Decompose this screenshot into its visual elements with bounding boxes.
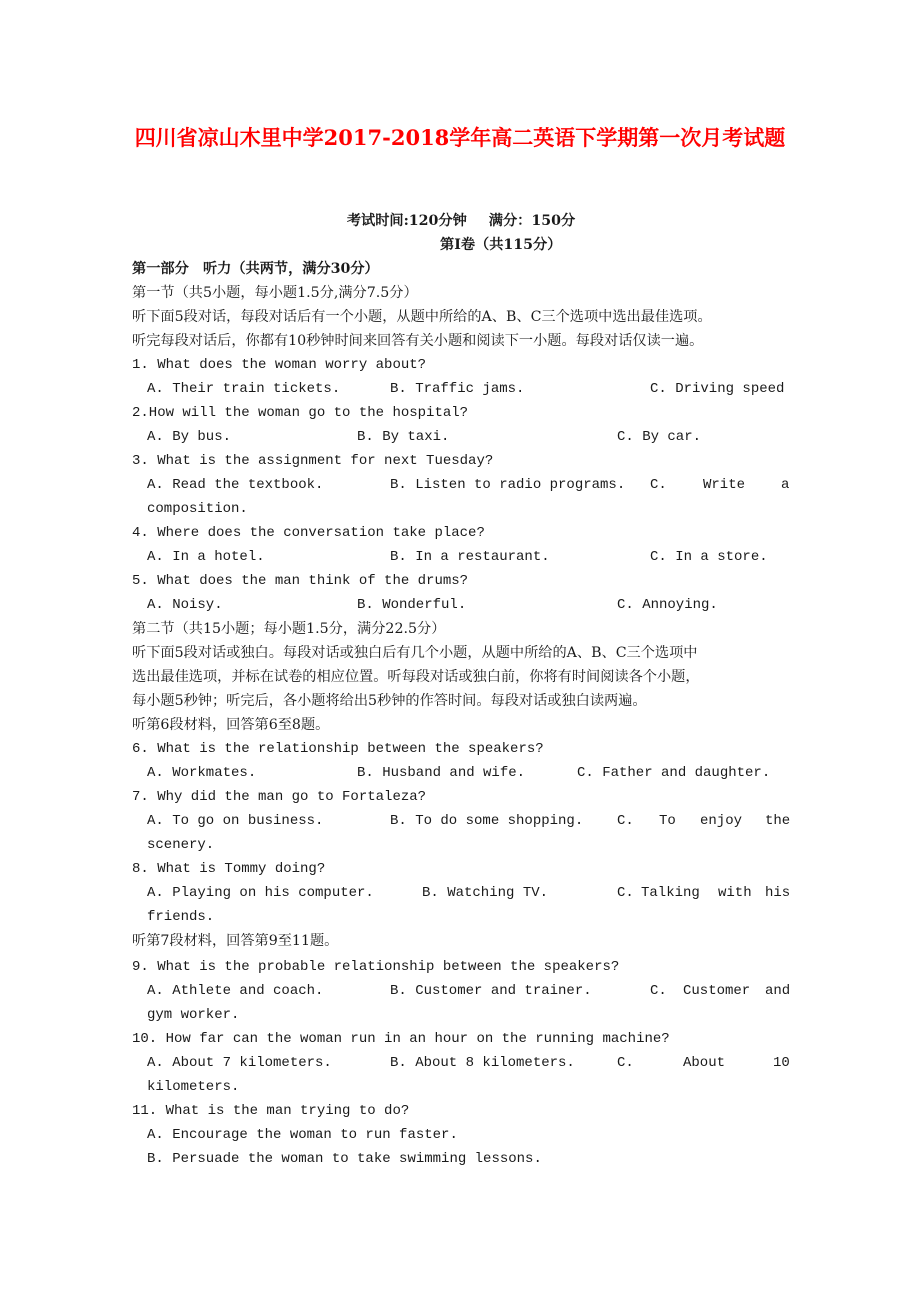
option-c-word: To	[659, 813, 676, 829]
document-title: 四川省凉山木里中学2017-2018学年高二英语下学期第一次月考试题	[134, 125, 786, 150]
option-c-label: C.	[650, 983, 667, 999]
option-c: C. By car.	[617, 429, 702, 445]
question-7-option-c-wrap: scenery.	[147, 837, 215, 853]
option-c-word: enjoy	[700, 813, 743, 829]
material-7-heading: 听第7段材料，回答第9至11题。	[132, 933, 339, 949]
option-b: B. Customer and trainer.	[390, 983, 592, 999]
exam-time: 考试时间:120分钟	[346, 213, 467, 229]
option-a: A. About 7 kilometers.	[147, 1055, 332, 1071]
question-10-options	[132, 1051, 790, 1075]
question-3-option-c-wrap: composition.	[147, 501, 248, 517]
exam-info	[132, 209, 790, 233]
question-8-options	[132, 881, 790, 905]
option-c-word: 10	[773, 1055, 790, 1071]
material-6-heading: 听第6段材料，回答第6至8题。	[132, 717, 330, 733]
option-c-word: Write	[703, 477, 746, 493]
option-c-label: C.	[617, 885, 634, 901]
option-c-word: his	[765, 885, 791, 901]
option-b: B. Watching TV.	[422, 885, 549, 901]
option-b: B. Wonderful.	[357, 597, 467, 613]
option-b: B. By taxi.	[357, 429, 450, 445]
option-c: C. Annoying.	[617, 597, 718, 613]
question-4: 4. Where does the conversation take place?	[132, 525, 485, 541]
option-b: B. Traffic jams.	[390, 381, 525, 397]
question-3: 3. What is the assignment for next Tuesday?	[132, 453, 494, 469]
option-a: A. Read the textbook.	[147, 477, 324, 493]
question-5: 5. What does the man think of the drums?	[132, 573, 469, 589]
exam-full-score: 满分：150分	[488, 213, 576, 229]
question-6: 6. What is the relationship between the speakers?	[132, 741, 544, 757]
option-c: C. In a store.	[650, 549, 768, 565]
option-c: C. Father and daughter.	[577, 765, 771, 781]
option-a: A. In a hotel.	[147, 549, 265, 565]
option-b: B. Husband and wife.	[357, 765, 526, 781]
part1-heading: 第一部分 听力（共两节，满分30分）	[132, 261, 379, 277]
question-9-option-c-wrap: gym worker.	[147, 1007, 240, 1023]
option-c-word: Talking	[641, 885, 700, 901]
option-b: B. In a restaurant.	[390, 549, 550, 565]
option-c-word: About	[683, 1055, 726, 1071]
question-4-options	[132, 545, 790, 569]
question-7-options	[132, 809, 790, 833]
section2-instructions-3: 每小题5秒钟；听完后，各小题将给出5秒钟的作答时间。每段对话或独白读两遍。	[132, 693, 647, 709]
option-c-label: C.	[650, 477, 667, 493]
section2-heading: 第二节（共15小题；每小题1.5分，满分22.5分）	[132, 621, 446, 637]
option-a: A. Workmates.	[147, 765, 257, 781]
question-6-options	[132, 761, 790, 785]
option-c-word: Customer	[683, 983, 751, 999]
option-b: B. To do some shopping.	[390, 813, 584, 829]
question-1: 1. What does the woman worry about?	[132, 357, 427, 373]
option-c-label: C.	[617, 813, 634, 829]
question-2-options	[132, 425, 790, 449]
question-9-options	[132, 979, 790, 1003]
option-a: A. Their train tickets.	[147, 381, 341, 397]
question-11-option-b: B. Persuade the woman to take swimming lessons.	[147, 1151, 542, 1167]
section1-instructions-1: 听下面5段对话，每段对话后有一个小题，从题中所给的A、B、C三个选项中选出最佳选项。	[132, 309, 712, 325]
volume-heading: 第I卷（共115分）	[440, 237, 562, 253]
option-c-label: C.	[617, 1055, 634, 1071]
section2-instructions-2: 选出最佳选项，并标在试卷的相应位置。听每段对话或独白前，你将有时间阅读各个小题，	[132, 669, 700, 685]
question-10-option-c-wrap: kilometers.	[147, 1079, 240, 1095]
option-c-word: and	[765, 983, 791, 999]
option-b: B. About 8 kilometers.	[390, 1055, 575, 1071]
option-a: A. Playing on his computer.	[147, 885, 374, 901]
section1-heading: 第一节（共5小题，每小题1.5分,满分7.5分）	[132, 285, 418, 301]
section2-instructions-1: 听下面5段对话或独白。每段对话或独白后有几个小题，从题中所给的A、B、C三个选项中	[132, 645, 698, 661]
question-3-options	[132, 473, 790, 497]
question-11: 11. What is the man trying to do?	[132, 1103, 410, 1119]
question-9: 9. What is the probable relationship between the speakers?	[132, 959, 620, 975]
option-c-word: the	[765, 813, 791, 829]
question-2: 2.How will the woman go to the hospital?	[132, 405, 469, 421]
option-a: A. To go on business.	[147, 813, 324, 829]
question-8-option-c-wrap: friends.	[147, 909, 215, 925]
question-1-options	[132, 377, 790, 401]
question-8: 8. What is Tommy doing?	[132, 861, 326, 877]
option-c-word: with	[718, 885, 752, 901]
question-7: 7. Why did the man go to Fortaleza?	[132, 789, 427, 805]
option-c-word: a	[781, 477, 790, 493]
option-a: A. By bus.	[147, 429, 232, 445]
question-10: 10. How far can the woman run in an hour on the running machine?	[132, 1031, 670, 1047]
option-a: A. Athlete and coach.	[147, 983, 324, 999]
option-b: B. Listen to radio programs.	[390, 477, 626, 493]
option-a: A. Noisy.	[147, 597, 223, 613]
section1-instructions-2: 听完每段对话后，你都有10秒钟时间来回答有关小题和阅读下一小题。每段对话仅读一遍。	[132, 333, 704, 349]
option-c: C. Driving speed	[650, 381, 785, 397]
question-11-option-a: A. Encourage the woman to run faster.	[147, 1127, 458, 1143]
question-5-options	[132, 593, 790, 617]
